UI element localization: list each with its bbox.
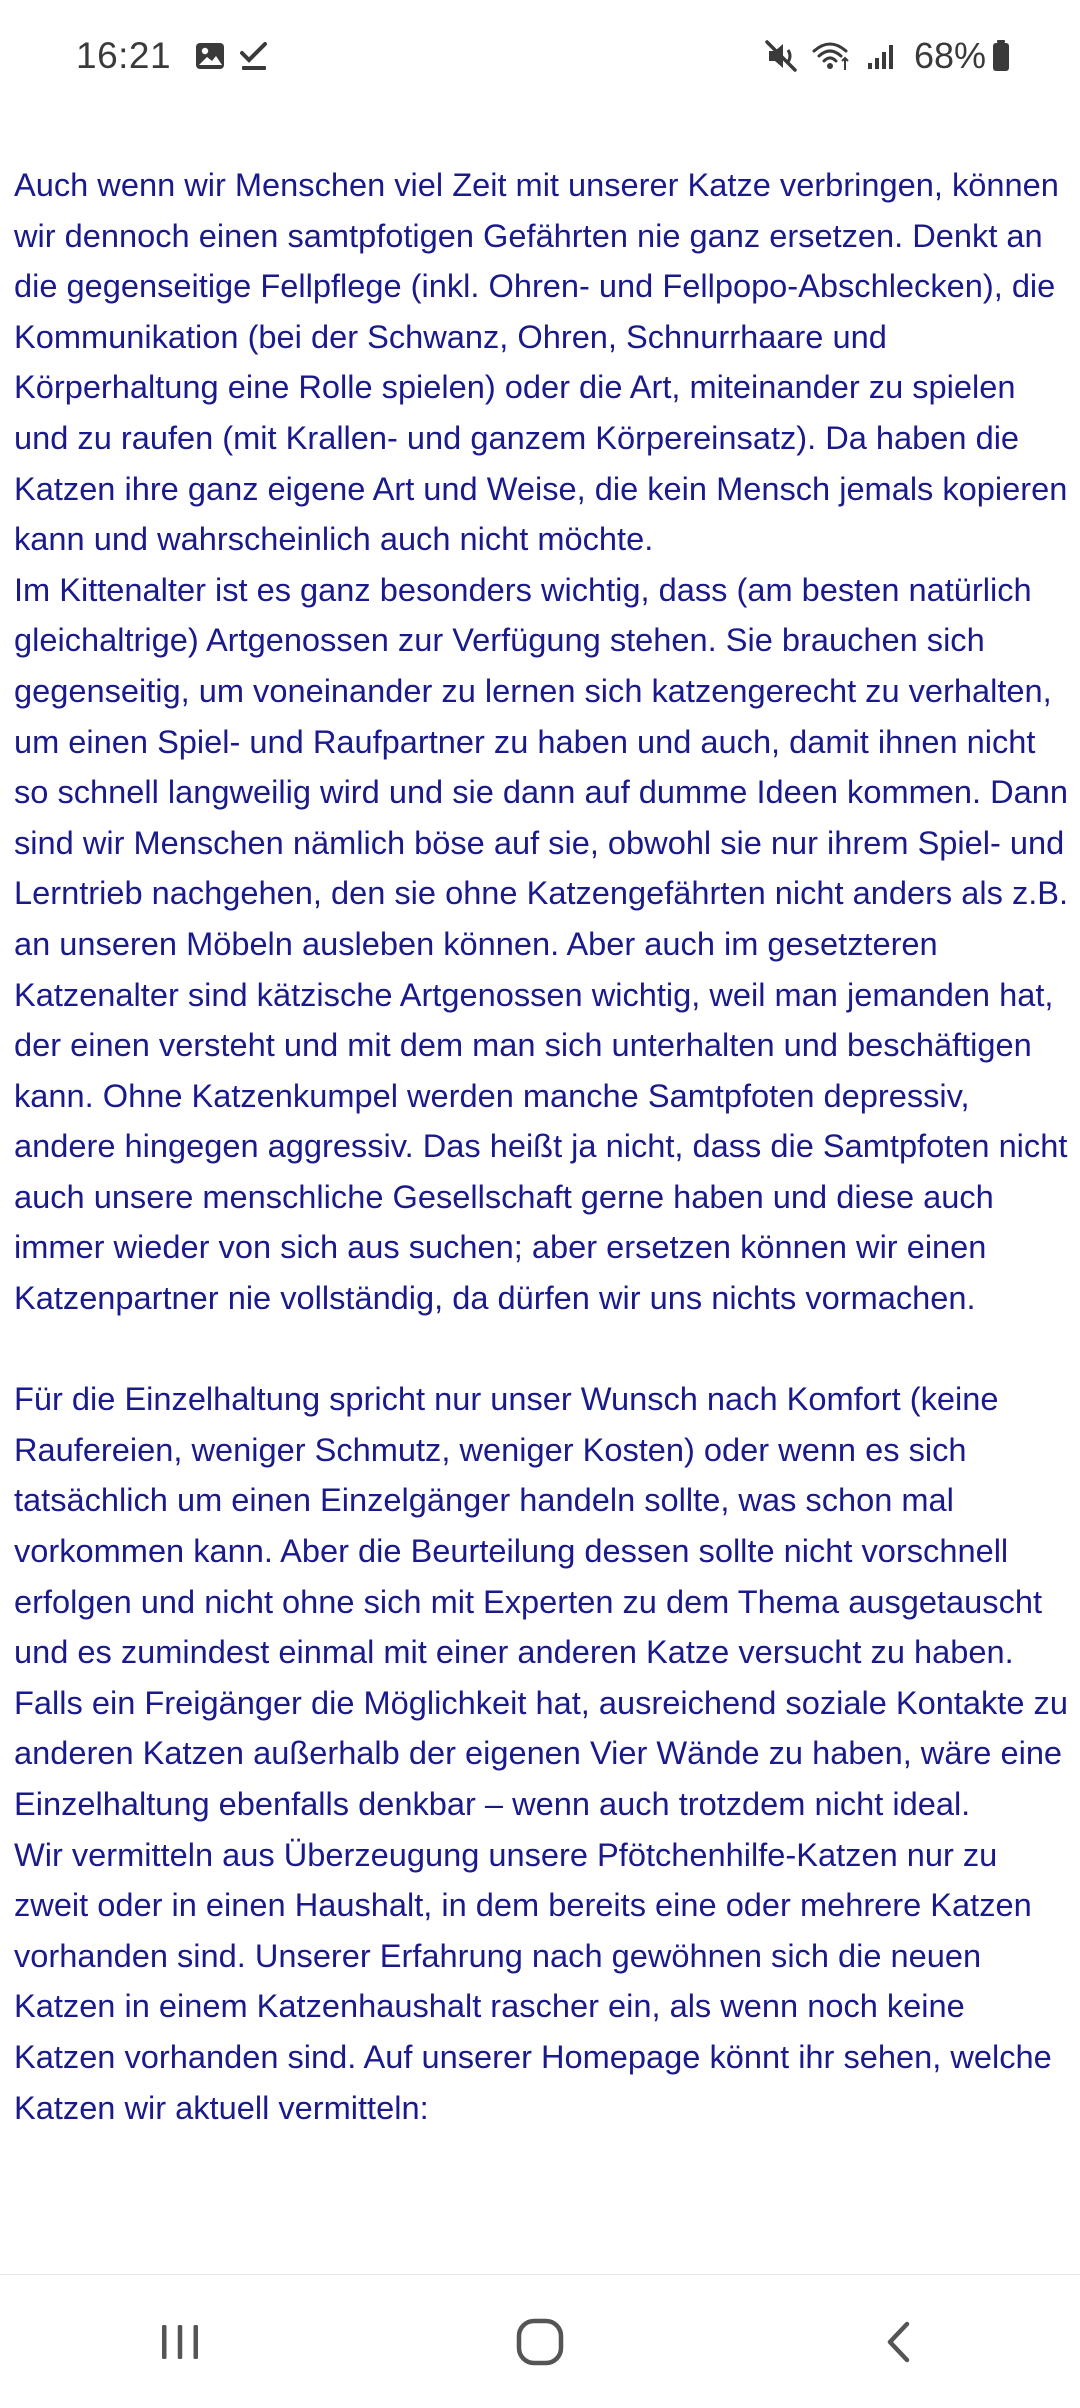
- signal-icon: [866, 41, 896, 71]
- status-right: [764, 35, 1010, 77]
- check-icon: [239, 41, 269, 71]
- article-content: [14, 160, 1070, 2274]
- status-time: 16:21: [76, 35, 172, 76]
- paragraph-3: Für die Einzelhaltung spricht nur unser Wunsch nach Komfort (keine Raufereien, weniger Schmutz, weniger Kosten) oder wenn es sich tatsächlich um einen Einzelgänger handeln sollte, was schon mal vorkommen kann. Aber die Beurteilung dessen sollte nicht vorschnell erfolgen und nicht ohne sich mit Experten zu dem Thema ausgetauscht und es zumindest einmal mit einer anderen Katze versucht zu haben. Falls ein Freigänger die Möglichkeit hat, ausreichend soziale Kontakte zu anderen Katzen außerhalb der eigenen Vier Wände zu haben, wäre eine Einzelhaltung ebenfalls denkbar – wenn auch trotzdem nicht ideal.: [14, 1380, 1068, 1822]
- battery-icon: [992, 40, 1010, 72]
- back-button[interactable]: [840, 2292, 960, 2392]
- paragraph-gap: [14, 1324, 1070, 1375]
- recents-button[interactable]: [120, 2292, 240, 2392]
- scroll-fade: [0, 2240, 1080, 2274]
- back-icon: [876, 2318, 924, 2366]
- status-left: [76, 35, 283, 77]
- home-button[interactable]: [480, 2292, 600, 2392]
- paragraph-2: Im Kittenalter ist es ganz besonders wichtig, dass (am besten natürlich gleichaltrige) Artgenossen zur Verfügung stehen. Sie brauchen sich gegenseitig, um voneinander zu lernen sich katzengerecht zu verhalten, um einen Spiel- und Raufpartner zu haben und auch, damit ihnen nicht so schnell langweilig wird und sie dann auf dumme Ideen kommen. Dann sind wir Menschen nämlich böse auf sie, obwohl sie nur ihrem Spiel- und Lerntrieb nachgehen, den sie ohne Katzengefährten nicht anders als z.B. an unseren Möbeln ausleben können. Aber auch im gesetzteren Katzenalter sind kätzische Artgenossen wichtig, weil man jemanden hat, der einen versteht und mit dem man sich unterhalten und beschäftigen kann. Ohne Katzenkumpel werden manche Samtpfoten depressiv, andere hingegen aggressiv. Das heißt ja nicht, dass die Samtpfoten nicht auch unsere menschliche Gesellschaft gerne haben und diese auch immer wieder von sich aus suchen; aber ersetzen können wir einen Katzenpartner nie vollständig, da dürfen wir uns nichts vormachen.: [14, 570, 1069, 1317]
- wifi-icon: [812, 40, 852, 72]
- home-icon: [514, 2316, 566, 2368]
- status-bar: [0, 0, 1080, 112]
- navigation-bar: [0, 2274, 1080, 2408]
- gallery-icon: [195, 42, 225, 70]
- recents-icon: [156, 2318, 204, 2366]
- paragraph-4: Wir vermitteln aus Überzeugung unsere Pfötchenhilfe-Katzen nur zu zweit oder in einen Haushalt, in dem bereits eine oder mehrere Katzen vorhanden sind. Unserer Erfahrung nach gewöhnen sich die neuen Katzen in einem Katzenhaushalt rascher ein, als wenn noch keine Katzen vorhanden sind. Auf unserer Homepage könnt ihr sehen, welche Katzen wir aktuell vermitteln:: [14, 1835, 1052, 2126]
- paragraph-1: Auch wenn wir Menschen viel Zeit mit unserer Katze verbringen, können wir dennoch einen samtpfotigen Gefährten nie ganz ersetzen. Denkt an die gegenseitige Fellpflege (inkl. Ohren- und Fellpopo-Abschlecken), die Kommunikation (bei der Schwanz, Ohren, Schnurrhaare und Körperhaltung eine Rolle spielen) oder die Art, miteinander zu spielen und zu raufen (mit Krallen- und ganzem Körpereinsatz). Da haben die Katzen ihre ganz eigene Art und Weise, die kein Mensch jemals kopieren kann und wahrscheinlich auch nicht möchte.: [14, 166, 1068, 558]
- battery-percent: 68%: [913, 35, 986, 76]
- mute-icon: [764, 39, 798, 73]
